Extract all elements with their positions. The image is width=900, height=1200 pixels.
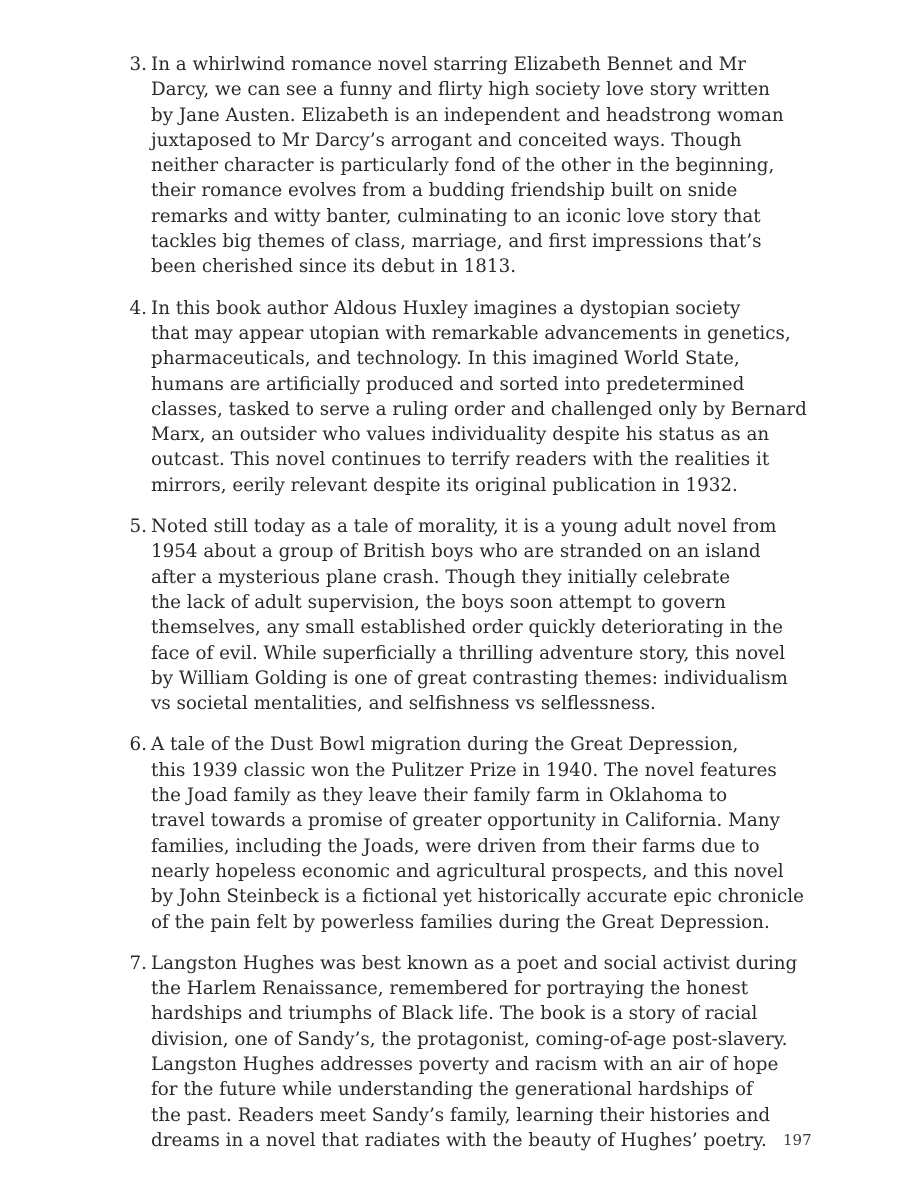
page-number: 197 [783,1131,812,1149]
text-line: neither character is particularly fond of the other in the beginning, [151,155,775,177]
item-number: 3. [129,54,147,75]
text-line: that may appear utopian with remarkable advancements in genetics, [151,322,791,344]
text-line: of the pain felt by powerless families during the Great Depression. [151,911,770,933]
text-line: themselves, any small established order quickly deteriorating in the [151,617,783,639]
text-line: by John Steinbeck is a fictional yet historically accurate epic chronicle [151,886,804,908]
text-line: been cherished since its debut in 1813. [151,256,517,278]
list-item [125,52,785,280]
text-line: outcast. This novel continues to terrify readers with the realities it [151,449,770,471]
text-line: travel towards a promise of greater opportunity in California. Many [151,810,780,832]
text-line: vs societal mentalities, and selfishness vs selflessness. [151,693,656,715]
text-line: mirrors, eerily relevant despite its original publication in 1932. [151,474,738,496]
text-line: Langston Hughes was best known as a poet and social activist during [151,952,798,974]
item-number: 6. [129,734,147,756]
text-line: juxtaposed to Mr Darcy’s arrogant and conceited ways. Though [151,129,742,151]
text-line: pharmaceuticals, and technology. In this imagined World State, [151,348,740,370]
text-line: the Joad family as they leave their family farm in Oklahoma to [151,785,728,807]
text-line: humans are artificially produced and sorted into predetermined [151,373,745,395]
list-item [125,296,807,498]
text-line: Noted still today as a tale of morality, it is a young adult novel from [151,516,777,538]
text-line: In this book author Aldous Huxley imagines a dystopian society [151,297,741,319]
item-number: 4. [129,297,147,319]
text-line: the Harlem Renaissance, remembered for portraying the honest [151,978,749,1000]
text-line: remarks and witty banter, culminating to an iconic love story that [151,205,761,227]
list-item [125,732,804,934]
text-line: this 1939 classic won the Pulitzer Prize in 1940. The novel features [151,759,777,781]
text-line: the past. Readers meet Sandy’s family, learning their histories and [151,1104,771,1126]
text-line: their romance evolves from a budding friendship built on snide [151,180,738,202]
text-line: Darcy, we can see a funny and flirty high society love story written [151,79,770,101]
text-line: Langston Hughes addresses poverty and racism with an air of hope [151,1053,779,1075]
text-line: the lack of adult supervision, the boys soon attempt to govern [151,591,726,613]
text-line: face of evil. While superficially a thrilling adventure story, this novel [151,642,786,664]
text-line: families, including the Joads, were driven from their farms due to [151,835,760,857]
item-number: 7. [129,952,147,974]
text-line: by Jane Austen. Elizabeth is an independent and headstrong woman [151,104,784,126]
list-item [125,514,788,716]
text-line: by William Golding is one of great contrasting themes: individualism [151,667,788,689]
text-line: classes, tasked to serve a ruling order and challenged only by Bernard [151,398,807,420]
text-line: for the future while understanding the generational hardships of [151,1079,753,1101]
text-line: hardships and triumphs of Black life. The book is a story of racial [151,1003,758,1025]
text-line: Marx, an outsider who values individuality despite his status as an [151,424,770,446]
text-line: In a whirlwind romance novel starring Elizabeth Bennet and Mr [151,54,747,75]
text-line: tackles big themes of class, marriage, and first impressions that’s [151,231,762,253]
text-line: after a mysterious plane crash. Though they initially celebrate [151,566,731,588]
text-line: A tale of the Dust Bowl migration during the Great Depression, [151,734,739,756]
text-line: 1954 about a group of British boys who are stranded on an island [151,541,761,563]
text-line: nearly hopeless economic and agricultural prospects, and this novel [151,860,784,882]
text-line: dreams in a novel that radiates with the beauty of Hughes’ poetry. [151,1129,767,1151]
text-line: division, one of Sandy’s, the protagonist, coming-of-age post-slavery. [151,1028,788,1050]
item-number: 5. [129,516,147,538]
